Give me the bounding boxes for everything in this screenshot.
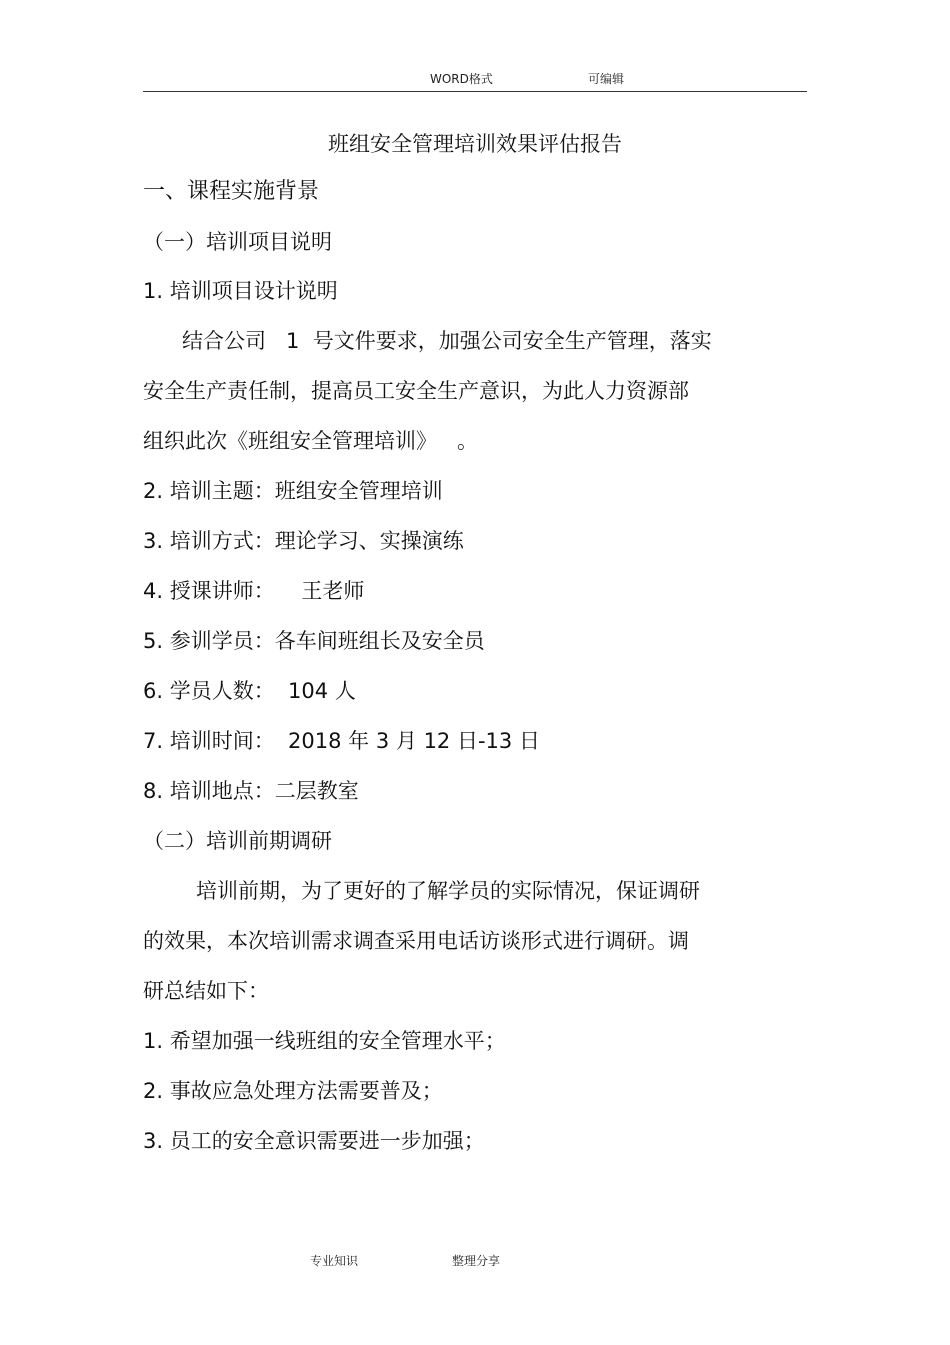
item-participants: 5. 参训学员：各车间班组长及安全员 [143, 629, 485, 653]
footer-left-label: 专业知识 [310, 1254, 359, 1268]
header-right-label: 可编辑 [588, 72, 625, 86]
item-location: 8. 培训地点：二层教室 [143, 779, 359, 803]
section-heading: 一、课程实施背景 [143, 179, 320, 204]
subsection-heading-2: （二）培训前期调研 [143, 829, 332, 853]
document-title: 班组安全管理培训效果评估报告 [328, 132, 622, 156]
item-headcount: 6. 学员人数： 104 人 [143, 679, 356, 703]
paragraph-2-line-1: 培训前期，为了更好的了解学员的实际情况，保证调研 [196, 879, 700, 903]
item-project-design: 1. 培训项目设计说明 [143, 279, 338, 303]
paragraph-2-line-2: 的效果，本次培训需求调查采用电话访谈形式进行调研。调 [143, 929, 689, 953]
finding-3: 3. 员工的安全意识需要进一步加强； [143, 1129, 485, 1153]
paragraph-2-line-3: 研总结如下： [143, 979, 269, 1003]
footer-right-label: 整理分享 [452, 1254, 501, 1268]
paragraph-1-line-3: 组织此次《班组安全管理培训》 。 [143, 429, 479, 453]
item-lecturer: 4. 授课讲师： 王老师 [143, 579, 365, 603]
header-left-label: WORD格式 [430, 72, 493, 86]
paragraph-1-line-2: 安全生产责任制，提高员工安全生产意识，为此人力资源部 [143, 379, 689, 403]
finding-1: 1. 希望加强一线班组的安全管理水平； [143, 1029, 506, 1053]
item-time: 7. 培训时间： 2018 年 3 月 12 日-13 日 [143, 729, 540, 753]
subsection-heading-1: （一）培训项目说明 [143, 230, 332, 254]
item-topic: 2. 培训主题：班组安全管理培训 [143, 479, 443, 503]
item-method: 3. 培训方式：理论学习、实操演练 [143, 529, 464, 553]
paragraph-1-line-1: 结合公司 1 号文件要求，加强公司安全生产管理，落实 [182, 329, 712, 353]
header-divider [143, 91, 807, 92]
finding-2: 2. 事故应急处理方法需要普及； [143, 1079, 443, 1103]
